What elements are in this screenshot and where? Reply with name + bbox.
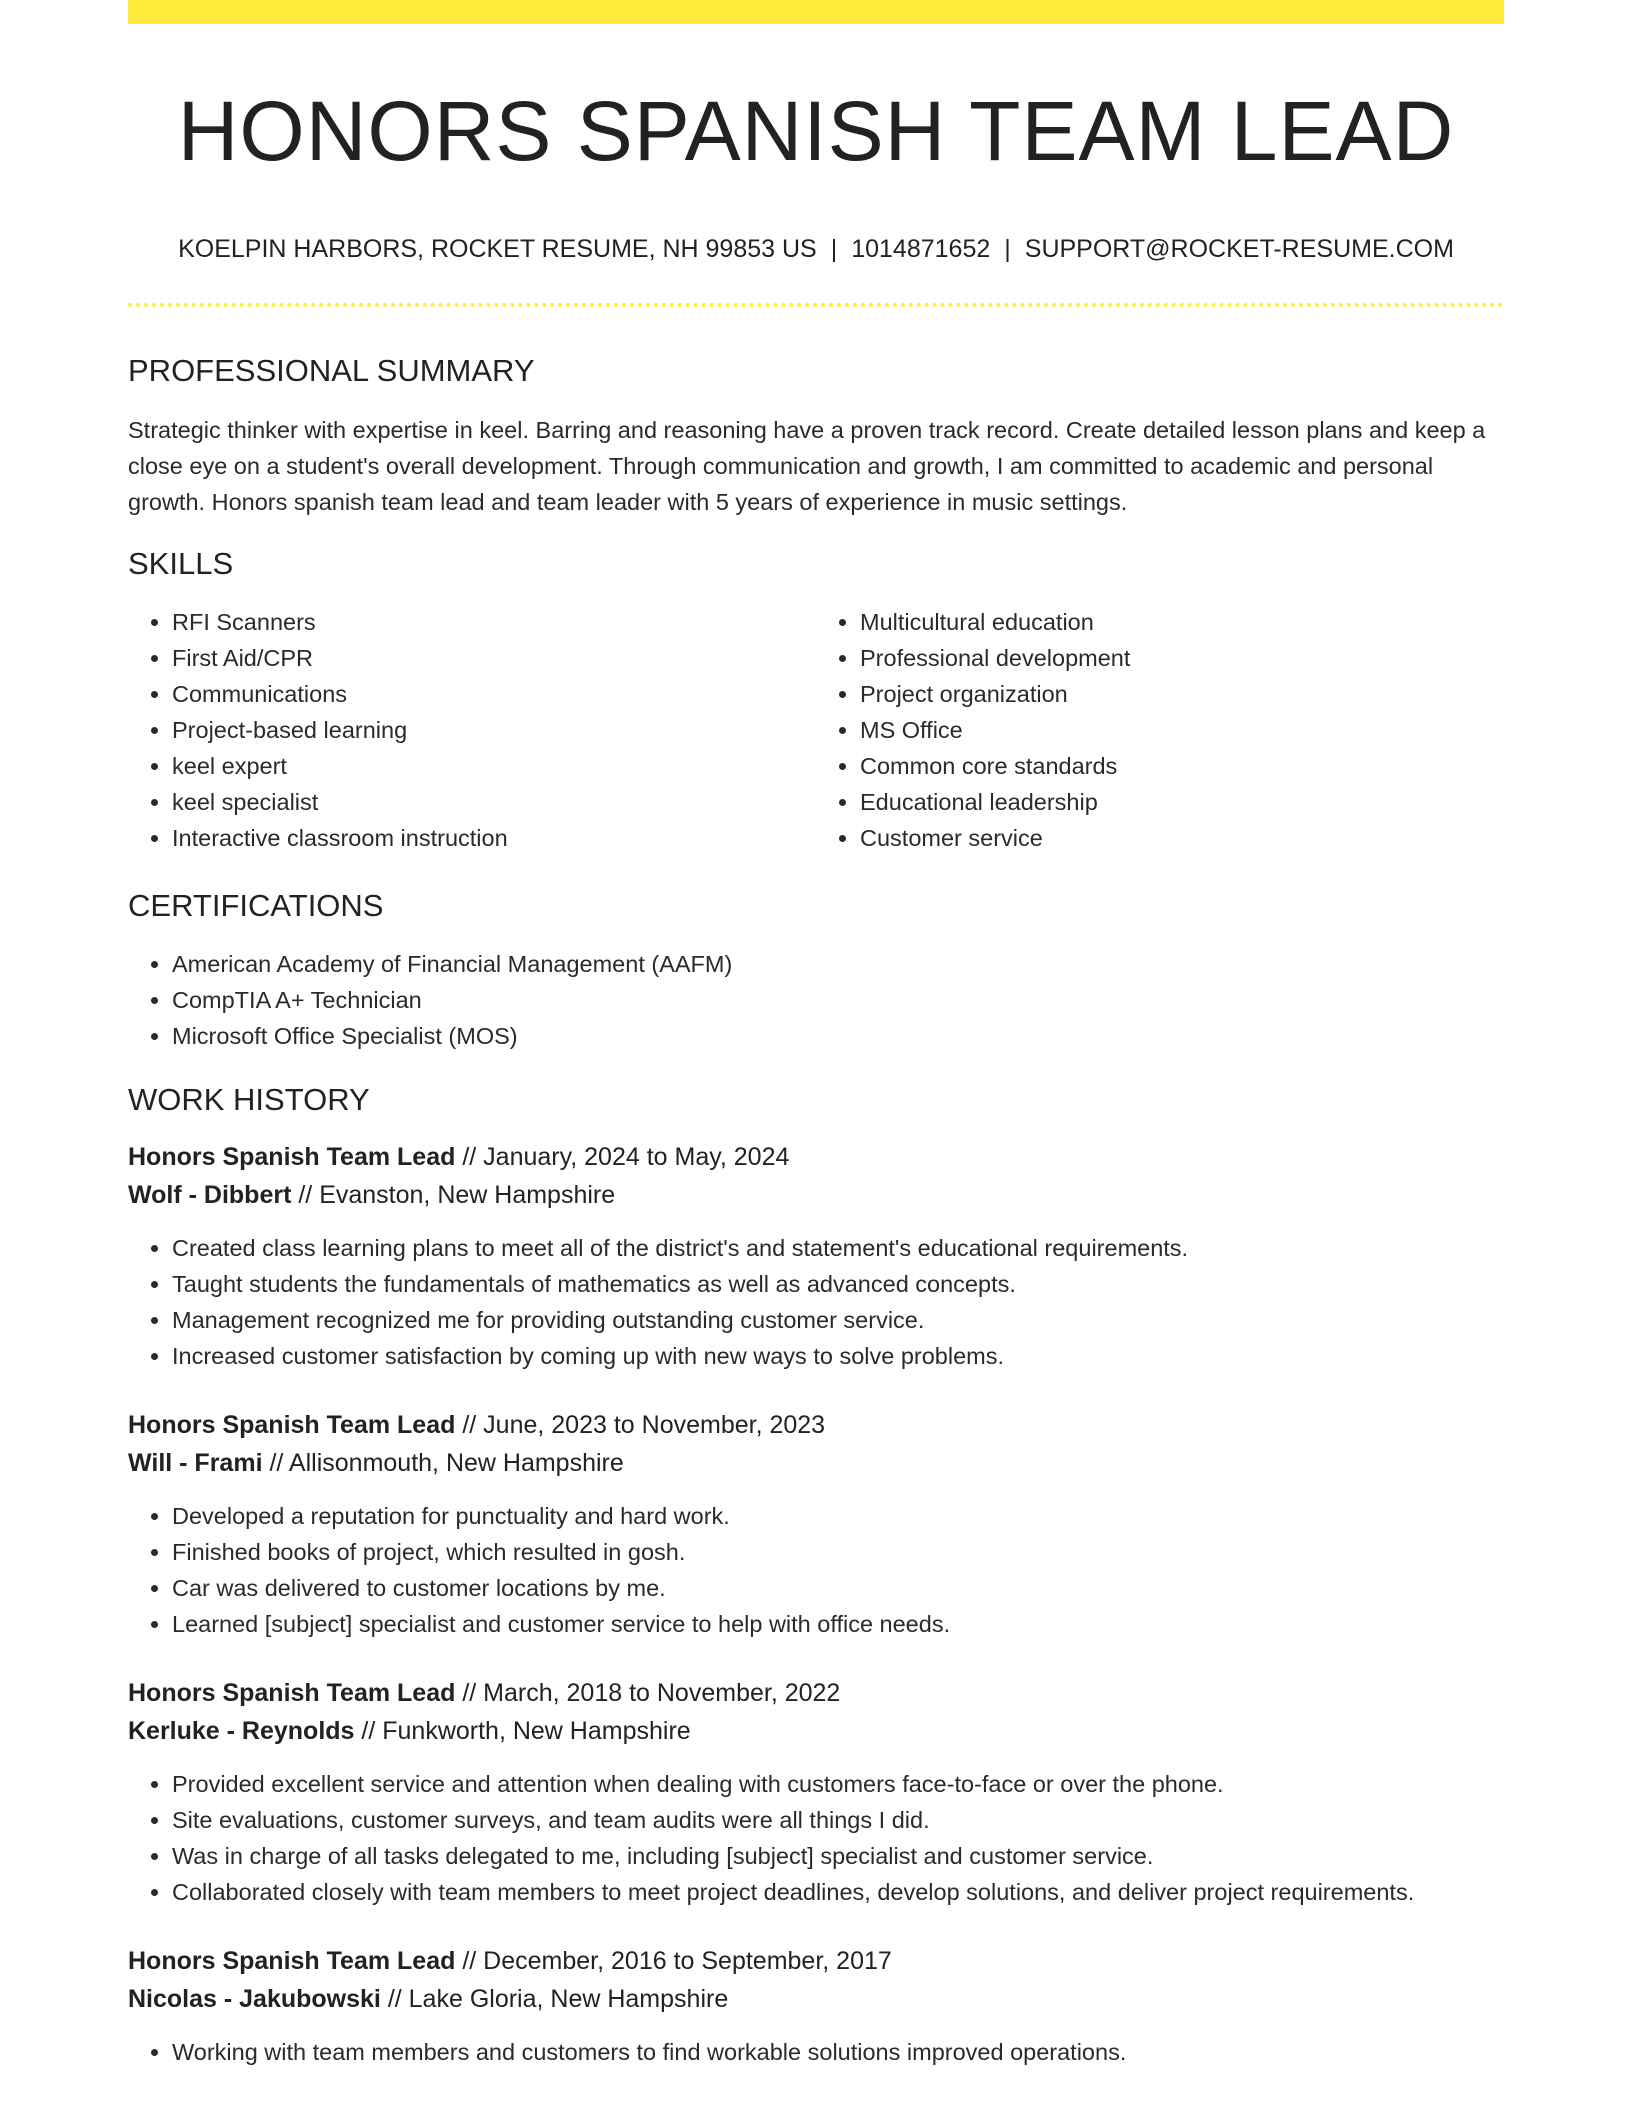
skill-item: • Educational leadership <box>860 784 1504 820</box>
summary-text: Strategic thinker with expertise in keel. Barring and reasoning have a proven track record. Create detailed lesson plans and keep a close eye on a student's overall development. Through communication and growth, I am committed to academic and personal growth. Honors spanish team lead and team leader with 5 years of experience in music settings. <box>128 417 1486 515</box>
skills-list-left <box>128 604 816 856</box>
skills-columns <box>128 604 1504 856</box>
job-bullets <box>128 2034 1504 2070</box>
certifications-heading: CERTIFICATIONS <box>128 888 384 923</box>
job-bullets <box>128 1230 1504 1374</box>
job-company: Will - Frami <box>128 1449 263 1477</box>
job-title-line <box>128 1674 1504 1712</box>
skill-item: • keel specialist <box>172 784 816 820</box>
skill-item: • Multicultural education <box>860 604 1504 640</box>
job-title-line <box>128 1942 1504 1980</box>
job-dates: // January, 2024 to May, 2024 <box>455 1143 790 1171</box>
job-role: Honors Spanish Team Lead <box>128 1947 456 1975</box>
job-title-line <box>128 1406 1504 1444</box>
job-bullet: • Site evaluations, customer surveys, and team audits were all things I did. <box>172 1802 1504 1838</box>
job-entry <box>128 1138 1504 1374</box>
certification-item: • American Academy of Financial Management (AAFM) <box>172 946 1504 982</box>
job-role: Honors Spanish Team Lead <box>128 1143 456 1171</box>
job-bullet: • Developed a reputation for punctuality and hard work. <box>172 1498 1504 1534</box>
job-company: Nicolas - Jakubowski <box>128 1985 381 2013</box>
job-company-line <box>128 1176 1504 1214</box>
accent-bar <box>128 0 1504 24</box>
job-bullets <box>128 1766 1504 1910</box>
contact-separator: | <box>830 235 838 263</box>
skill-item: • Customer service <box>860 820 1504 856</box>
work-history-heading: WORK HISTORY <box>128 1082 370 1117</box>
job-location: // Allisonmouth, New Hampshire <box>262 1449 624 1477</box>
job-company: Wolf - Dibbert <box>128 1181 292 1209</box>
contact-separator: | <box>1004 235 1011 263</box>
job-bullet: • Collaborated closely with team members to meet project deadlines, develop solutions, and deliver project requirements. <box>172 1874 1504 1910</box>
job-dates: // June, 2023 to November, 2023 <box>455 1411 826 1439</box>
skill-item: • Project organization <box>860 676 1504 712</box>
job-role: Honors Spanish Team Lead <box>128 1411 456 1439</box>
job-bullet: • Taught students the fundamentals of mathematics as well as advanced concepts. <box>172 1266 1504 1302</box>
contact-line <box>128 233 1504 265</box>
certification-item: • Microsoft Office Specialist (MOS) <box>172 1018 1504 1054</box>
certification-item: • CompTIA A+ Technician <box>172 982 1504 1018</box>
job-location: // Evanston, New Hampshire <box>291 1181 616 1209</box>
skills-list-right <box>816 604 1504 856</box>
job-location: // Funkworth, New Hampshire <box>354 1717 691 1745</box>
skill-item: • RFI Scanners <box>172 604 816 640</box>
job-bullet: • Finished books of project, which resulted in gosh. <box>172 1534 1504 1570</box>
job-dates: // March, 2018 to November, 2022 <box>455 1679 841 1707</box>
job-bullet: • Created class learning plans to meet all of the district's and statement's educational requirements. <box>172 1230 1504 1266</box>
skill-item: • Common core standards <box>860 748 1504 784</box>
skill-item: • Interactive classroom instruction <box>172 820 816 856</box>
job-bullet: • Car was delivered to customer locations by me. <box>172 1570 1504 1606</box>
skill-item: • Professional development <box>860 640 1504 676</box>
skills-heading: SKILLS <box>128 546 234 581</box>
skill-item: • MS Office <box>860 712 1504 748</box>
job-dates: // December, 2016 to September, 2017 <box>455 1947 892 1975</box>
job-bullet: • Provided excellent service and attention when dealing with customers face-to-face or over the phone. <box>172 1766 1504 1802</box>
job-bullets <box>128 1498 1504 1642</box>
contact-phone: 1014871652 <box>851 235 991 263</box>
skill-item: • Communications <box>172 676 816 712</box>
job-bullet: • Increased customer satisfaction by coming up with new ways to solve problems. <box>172 1338 1504 1374</box>
job-company-line <box>128 1712 1504 1750</box>
contact-address: KOELPIN HARBORS, ROCKET RESUME, NH 99853 US <box>178 235 817 263</box>
job-entry <box>128 1942 1504 2070</box>
job-bullet: • Management recognized me for providing outstanding customer service. <box>172 1302 1504 1338</box>
dotted-divider <box>128 303 1504 307</box>
skill-item: • First Aid/CPR <box>172 640 816 676</box>
job-bullet: • Learned [subject] specialist and customer service to help with office needs. <box>172 1606 1504 1642</box>
job-bullet: • Working with team members and customers to find workable solutions improved operations. <box>172 2034 1504 2070</box>
resume-name: HONORS SPANISH TEAM LEAD <box>177 84 1455 178</box>
job-bullet: • Was in charge of all tasks delegated to me, including [subject] specialist and customer service. <box>172 1838 1504 1874</box>
resume-page <box>128 0 1504 2070</box>
skill-item: • keel expert <box>172 748 816 784</box>
job-entry <box>128 1674 1504 1910</box>
job-title-line <box>128 1138 1504 1176</box>
skill-item: • Project-based learning <box>172 712 816 748</box>
summary-heading: PROFESSIONAL SUMMARY <box>128 353 535 388</box>
contact-email: SUPPORT@ROCKET-RESUME.COM <box>1024 235 1454 263</box>
certifications-list <box>128 946 1504 1054</box>
job-company: Kerluke - Reynolds <box>128 1717 355 1745</box>
job-role: Honors Spanish Team Lead <box>128 1679 456 1707</box>
job-company-line <box>128 1980 1504 2018</box>
job-company-line <box>128 1444 1504 1482</box>
job-location: // Lake Gloria, New Hampshire <box>380 1985 729 2013</box>
job-entry <box>128 1406 1504 1642</box>
